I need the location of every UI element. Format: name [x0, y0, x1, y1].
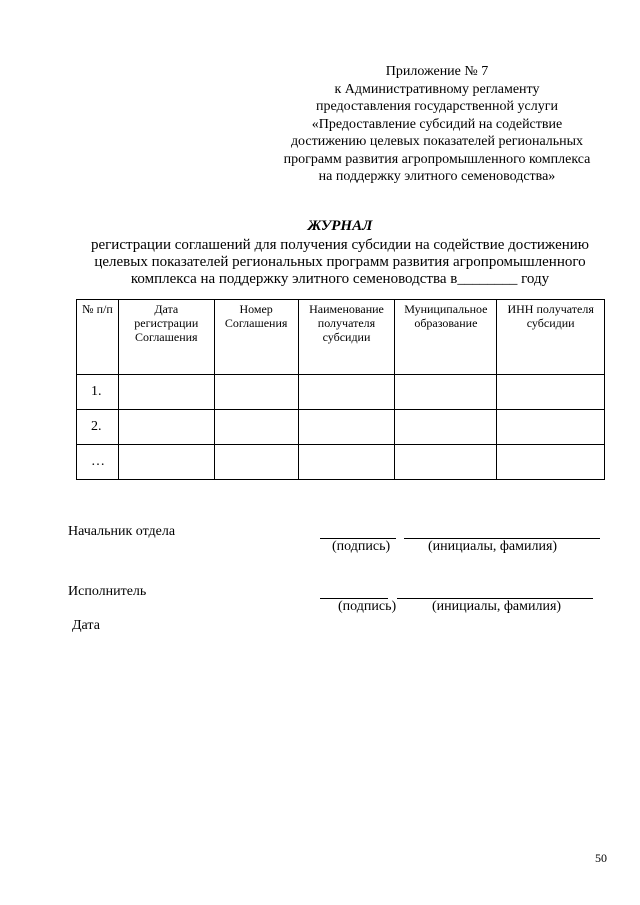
appendix-line: программ развития агропромышленного комплекса [283, 151, 591, 167]
col-header-date: Дата регистрации Соглашения [118, 300, 214, 375]
registration-table [76, 299, 605, 480]
row-number: 1. [77, 375, 119, 410]
subtitle-line: комплекса на поддержку элитного семеноводства в________ году [130, 271, 550, 287]
col-header-number: № п/п [77, 300, 119, 375]
table-cell [497, 410, 605, 445]
page-number: 50 [595, 851, 607, 865]
table-cell [395, 445, 497, 480]
journal-title: ЖУРНАЛ [307, 218, 373, 234]
table-cell [214, 375, 298, 410]
table-cell [118, 410, 214, 445]
name-hint: (инициалы, фамилия) [428, 539, 558, 554]
table-cell [395, 375, 497, 410]
col-header-municipality: Муниципальное образование [395, 300, 497, 375]
row-number: 2. [77, 410, 119, 445]
table-row [77, 375, 605, 410]
col-header-inn: ИНН получателя субсидии [497, 300, 605, 375]
table-cell [118, 445, 214, 480]
table-row [77, 445, 605, 480]
executor-label: Исполнитель [68, 584, 147, 599]
table-cell [395, 410, 497, 445]
appendix-line: к Административному регламенту [334, 81, 540, 97]
table-cell [214, 410, 298, 445]
col-header-recipient: Наименование получателя субсидии [298, 300, 395, 375]
name-hint: (инициалы, фамилия) [432, 599, 562, 614]
table-cell [497, 375, 605, 410]
table-cell [497, 445, 605, 480]
signature-hint: (подпись) [338, 599, 397, 614]
appendix-block [262, 63, 612, 186]
subtitle-line: целевых показателей региональных программ развития агропромышленного [94, 254, 586, 270]
appendix-line: «Предоставление субсидий на содействие [311, 116, 563, 132]
appendix-line: на поддержку элитного семеноводства» [318, 169, 556, 184]
table-row [77, 410, 605, 445]
head-of-department-label: Начальник отдела [68, 524, 176, 539]
row-number: … [77, 445, 119, 480]
table-cell [118, 375, 214, 410]
table-cell [298, 410, 395, 445]
table-header-row [77, 300, 605, 375]
date-label: Дата [72, 618, 100, 633]
col-header-agreement-number: Номер Соглашения [214, 300, 298, 375]
table-cell [214, 445, 298, 480]
appendix-line: предоставления государственной услуги [316, 99, 558, 114]
appendix-line: достижению целевых показателей региональных [290, 134, 584, 149]
table-cell [298, 445, 395, 480]
journal-subtitle [55, 237, 625, 288]
table-cell [298, 375, 395, 410]
appendix-line: Приложение № 7 [385, 64, 489, 79]
signature-hint: (подпись) [332, 539, 391, 554]
subtitle-line: регистрации соглашений для получения субсидии на содействие достижению [91, 237, 589, 253]
